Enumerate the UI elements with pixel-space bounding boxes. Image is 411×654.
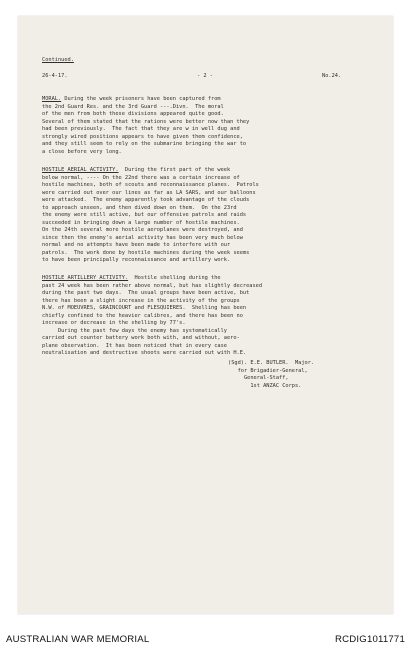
artillery-line: chiefly confined to the heavier calibres, and there has been no [42, 312, 243, 319]
signature-line: 1st ANZAC Corps. [228, 382, 302, 389]
artillery-line: there has been a slight increase in the activity of the groups [42, 297, 240, 304]
aerial-line: On the 24th several more hostile aeroplanes were destroyed, and [42, 227, 243, 233]
artillery-line: During the past few days the enemy has systematically [42, 327, 227, 334]
signature-line: General-Staff, [228, 375, 289, 381]
morale-heading: MORAL. [42, 96, 62, 102]
morale-first-line: MORAL. During the week prisoners have been captured from [42, 96, 221, 102]
artillery-first-line: HOSTILE ARTILLERY ACTIVITY. Hostile shelling during the [42, 275, 221, 281]
aerial-line: normal and no attempts have been made to interfere with our [42, 242, 231, 248]
aerial-line: hostile machines, both of scouts and reconnaissance planes. Patrols [42, 182, 259, 188]
aerial-line: since then the enemy's aerial activity has been very much below [42, 234, 243, 241]
artillery-heading: HOSTILE ARTILLERY ACTIVITY. [42, 275, 129, 281]
page-number: - 2 - [197, 73, 213, 79]
document-date: 26-4-17. [42, 73, 68, 79]
aerial-line: were carried out over our lines as far as LA SARS, and our balloons [42, 189, 256, 196]
morale-line: of the men from both these divisions appeared quite good. [42, 111, 224, 117]
artillery-line: increase or decrease in the shelling by 77's. [42, 320, 186, 326]
archive-footer [0, 628, 411, 654]
aerial-line: to approach unseen, and then dived down on them. On the 23rd [42, 204, 237, 211]
aerial-line: to have been principally reconnaissance and artillery work. [42, 257, 231, 263]
document-number: No.24. [322, 73, 342, 79]
artillery-line: N.W. of MOEUVRES, GRAINCOURT and FLESQUIERES. Shelling has been [42, 305, 247, 311]
signature-line: (Sgd). E.E. BUTLER. Major. [228, 360, 315, 366]
aerial-line: patrols. The work done by hostile machines during the week seems [42, 249, 250, 256]
morale-line: strongly wired positions appears to have given them confidence, [42, 133, 243, 140]
footer-institution: AUSTRALIAN WAR MEMORIAL [6, 634, 150, 645]
morale-line: and they still seem to rely on the submarine bringing the war to [42, 141, 247, 147]
morale-line: a close before very long. [42, 148, 122, 155]
morale-line: Several of them stated that the rations were better now than they [42, 118, 250, 125]
morale-line: the 2nd Guard Res. and the 3rd Guard ---.Divn. The moral [42, 103, 224, 110]
artillery-line: neutralisation and destructive shoots were carried out with H.E. [42, 350, 247, 356]
aerial-line: below normal, ---- On the 22nd there was a certain increase of [42, 174, 240, 181]
aerial-heading: HOSTILE AERIAL ACTIVITY. [42, 167, 119, 173]
aerial-line: succeeded in bringing down a large number of hostile machines. [42, 219, 240, 226]
artillery-line: past 24 week has been rather above normal, but has slightly decreased [42, 282, 263, 289]
signature-line: for Brigadier-General, [228, 367, 308, 374]
artillery-line: plane observation. It has been noticed that in every case [42, 342, 227, 349]
aerial-line: the enemy were still active, but our offensive patrols and raids [42, 212, 247, 218]
artillery-line: carried out counter battery work both with, and without, aero- [42, 335, 240, 341]
artillery-line: during the past two days. The usual groups have been active, but [42, 290, 250, 296]
aerial-first-line: HOSTILE AERIAL ACTIVITY. During the first part of the week [42, 167, 231, 173]
footer-record-id: RCDIG1011771 [335, 634, 405, 645]
morale-line: had been previously. The fact that they are w in well dug and [42, 126, 240, 132]
aerial-line: were attacked. The enemy apparently took advantage of the clouds [42, 197, 250, 203]
continued-label: Continued. [42, 57, 74, 63]
